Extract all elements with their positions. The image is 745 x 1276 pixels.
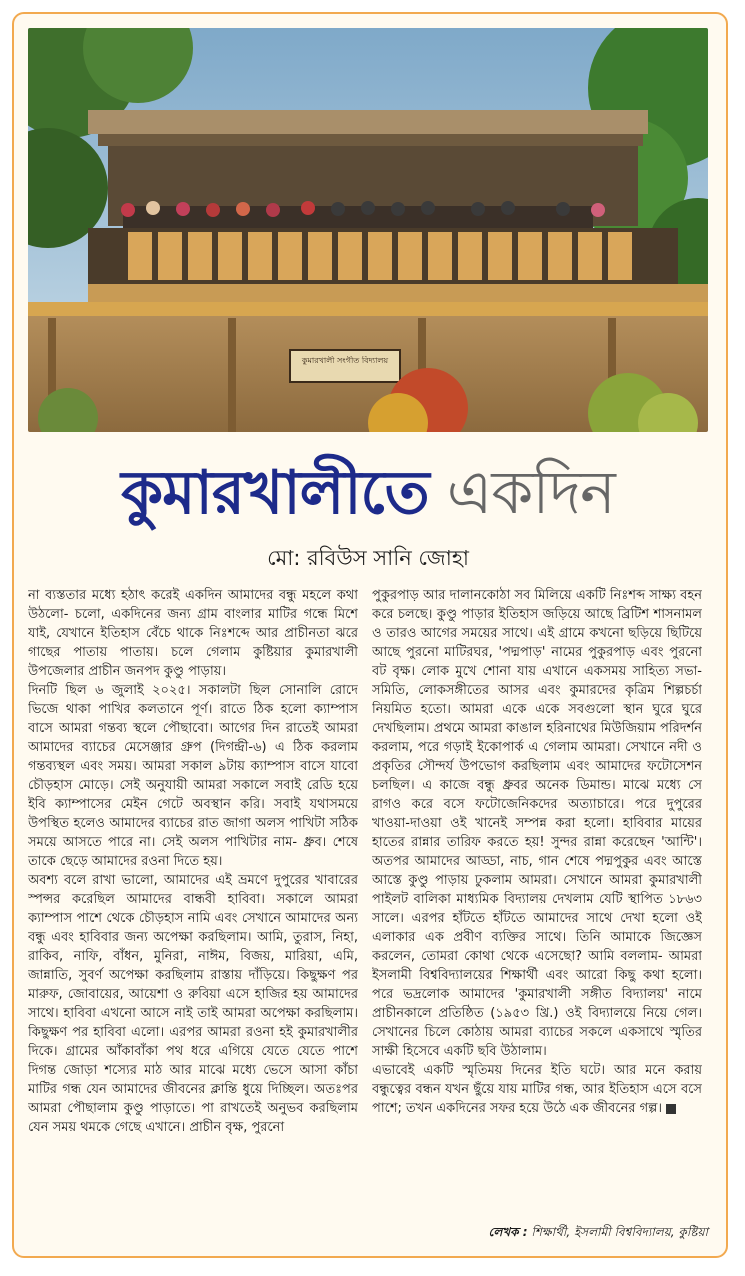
title-part1: কুমারখালীতে	[121, 458, 429, 528]
article-photo	[28, 28, 708, 432]
credit-label: লেখক :	[488, 1225, 528, 1239]
paragraph-3	[28, 871, 358, 1137]
paragraph-text: এভাবেই একটি স্মৃতিময় দিনের ইতি ঘটে। আর মনে করায় বন্ধুত্বের বন্ধন যখন ছুঁয়ে যায় মাটির গন্ধ, আর ইতিহাস এসে বসে পাশে; তখন একদিনের সফর হয়ে উঠে এক জীবনের গল্প।	[372, 1063, 702, 1116]
article-title	[28, 448, 708, 538]
paragraph-4	[372, 586, 702, 1061]
author-credit	[372, 1224, 708, 1244]
title-part2: একদিন	[446, 458, 615, 528]
byline: মো: রবিউস সানি জোহা	[267, 546, 469, 570]
paragraph-text: অবশ্য বলে রাখা ভালো, আমাদের এই ভ্রমণে দুপুরের খাবারের স্পন্সর করেছিল আমাদের বান্ধবী হাবিবা। সকালে আমরা ক্যাম্পাস পাশে থেকে চৌড়হাস নামি এবং সেখানে আমাদের অন্য বন্ধু এবং হাবিবার জন্য অপেক্ষা করছিলাম। আমি, তুরাস, নিহা, রাকিব, নাফি, বাঁধন, মুনিরা, নাঈম, বিজয়, মারিয়া, এমি, জান্নাতি, সুবর্ণ অপেক্ষা করছিলাম রাস্তায় দাঁড়িয়ে। কিছুক্ষণ পর মারুফ, জোবায়ের, আয়েশা ও রুবিয়া এসে হাজির হয় আমাদের সাথে। হাবিবা এখনো আসে নাই তাই আমরা অপেক্ষা করছিলাম। কিছুক্ষণ পর হাবিবা এলো। এরপর আমরা রওনা হই কুমারখালীর দিকে। গ্রামের আঁকাবাঁকা পথ ধরে এগিয়ে যেতে যেতে পাশে দিগন্ত জোড়া শস্যের মাঠ আর মাঝে মধ্যে ভেসে আসা কাঁচা মাটির গন্ধ যেন আমাদের জীবনের ক্লান্তি ধুয়ে দিচ্ছিল। অতঃপর আমরা পৌছালাম কুণ্ডু পাড়াতে। পা রাখতেই অনুভব করছিলাম যেন সময় থমকে গেছে এখানে। প্রাচীন বৃক্ষ, পুরনো	[28, 873, 358, 1135]
paragraph-1	[28, 586, 358, 681]
paragraph-text: না ব্যস্ততার মধ্যে হঠাৎ করেই একদিন আমাদের বন্ধু মহলে কথা উঠলো- চলো, একদিনের জন্য গ্রাম বাংলার মাটির গন্ধে মিশে যাই, যেখানে ইতিহাস বেঁচে থাকে নিঃশব্দে আর প্রাচীনতা ঝরে গাছের পাতায় পাতায়। চলে গেলাম কুষ্টিয়ার কুমারখালী উপজেলার প্রাচীন জনপদ কুণ্ডু পাড়ায়।	[28, 588, 358, 679]
photo-sign-text: কুমারখালী সংগীত বিদ্যালয়	[301, 356, 389, 365]
paragraph-5	[372, 1061, 702, 1118]
credit-text: শিক্ষার্থী, ইসলামী বিশ্ববিদ্যালয়, কুষ্টিয়া	[531, 1225, 708, 1239]
paragraph-text: দিনটি ছিল ৬ জুলাই ২০২৫। সকালটা ছিল সোনালি রোদে ভিজে থাকা পাখির কলতানে পূর্ণ। রাতে ঠিক হলো ক্যাম্পাস বাসে আমরা গন্তব্য স্থলে পৌছাবো। আগের দিন রাতেই আমরা আমাদের ব্যাচের মেসেঞ্জার গ্রুপ (দিগন্দ্রী-৬) এ ঠিক করলাম গন্তব্যস্থল এবং সময়। আমরা সকাল ৯টায় ক্যাম্পাস বাসে যাবো চৌড়হাস মোড়ে। সেই অনুযায়ী আমরা সকালে সবাই রেডি হয়ে ইবি ক্যাম্পাসের মেইন গেটে অবস্থান করি। সবাই যথাসময়ে উপস্থিত হলেও আমাদের ব্যাচের রাত জাগা অলস পাখিটা সঠিক সময়ে আসতে পারে না। সেই অলস পাখিটার নাম- ধ্রুব। শেষে তাকে ছেড়ে আমাদের রওনা দিতে হয়।	[28, 683, 358, 869]
end-mark-icon	[666, 1104, 676, 1114]
paragraph-text: পুকুরপাড় আর দালানকোঠা সব মিলিয়ে একটি নিঃশব্দ সাক্ষ্য বহন করে চলছে। কুণ্ডু পাড়ার ইতিহাস জড়িয়ে আছে ব্রিটিশ শাসনামল ও তারও আগের সময়ের সাথে। এই গ্রামে কখনো ছড়িয়ে ছিটিয়ে আছে পুরনো মাটিরঘর, 'পদ্মপাড়' নামের পুকুরপাড় এবং পুরনো বট বৃক্ষ। লোক মুখে শোনা যায় এখানে একসময় সাহিত্য সভা-সমিতি, লোকসঙ্গীতের আসর এবং কুমারদের কৃত্রিম শিল্পচর্চা নিয়মিত হতো। আমরা একে একে সবগুলো স্থান ঘুরে ঘুরে দেখছিলাম। প্রথমে আমরা কাঙাল হরিনাথের মিউজিয়াম পরিদর্শন করলাম, পরে গড়াই ইকোপার্ক এ গেলাম আমরা। সেখানে নদী ও প্রকৃতির সৌন্দর্য উপভোগ করছিলাম এবং আমাদের ফটোসেশন চলছিল। এ কাজে বন্ধু ধ্রুবর অনেক ডিমান্ড। মাঝে মধ্যে সে রাগও করে বসে ফটোজেনিকদের অত্যাচারে। পরে দুপুরের খাওয়া-দাওয়া ওই খানেই সম্পন্ন করা হলো। হাবিবার মায়ের হাতের রান্নার তারিফ করতে হয়! সুন্দর রান্না করেছেন 'আন্টি'। অতপর আমাদের আড্ডা, নাচ, গান শেষে পদ্মপুকুর এবং আস্তে আস্তে কুণ্ডু পাড়ায় ঢুকলাম আমরা। সেখানে আমরা কুমারখালী পাইলট বালিকা মাধ্যমিক বিদ্যালয় দেখলাম যেটি স্থাপিত ১৮৬৩ সালে। এরপর হাঁটতে হাঁটতে আমাদের সাথে দেখা হলো ওই এলাকার এক প্রবীণ ব্যক্তির সাথে। তিনি আমাকে জিজ্ঞেস করলেন, তোমরা কোথা থেকে এসেছো? আমি বললাম- আমরা ইসলামী বিশ্ববিদ্যালয়ের শিক্ষার্থী এবং আরো কিছু কথা হলো। পরে ভদ্রলোক আমাদের 'কুমারখালী সঙ্গীত বিদ্যালয়' নামে প্রাচীনকালে প্রতিষ্ঠিত (১৯৫৩ খ্রি.) ওই বিদ্যালয়ে নিয়ে গেল। সেখানের চিলে কোঠায় আমরা ব্যাচের সকলে একসাথে স্মৃতির সাক্ষী হিসেবে একটি ছবি উঠালাম।	[372, 588, 702, 1059]
article-column-left	[28, 586, 358, 1240]
article-column-right	[372, 586, 702, 1222]
paragraph-2	[28, 681, 358, 871]
